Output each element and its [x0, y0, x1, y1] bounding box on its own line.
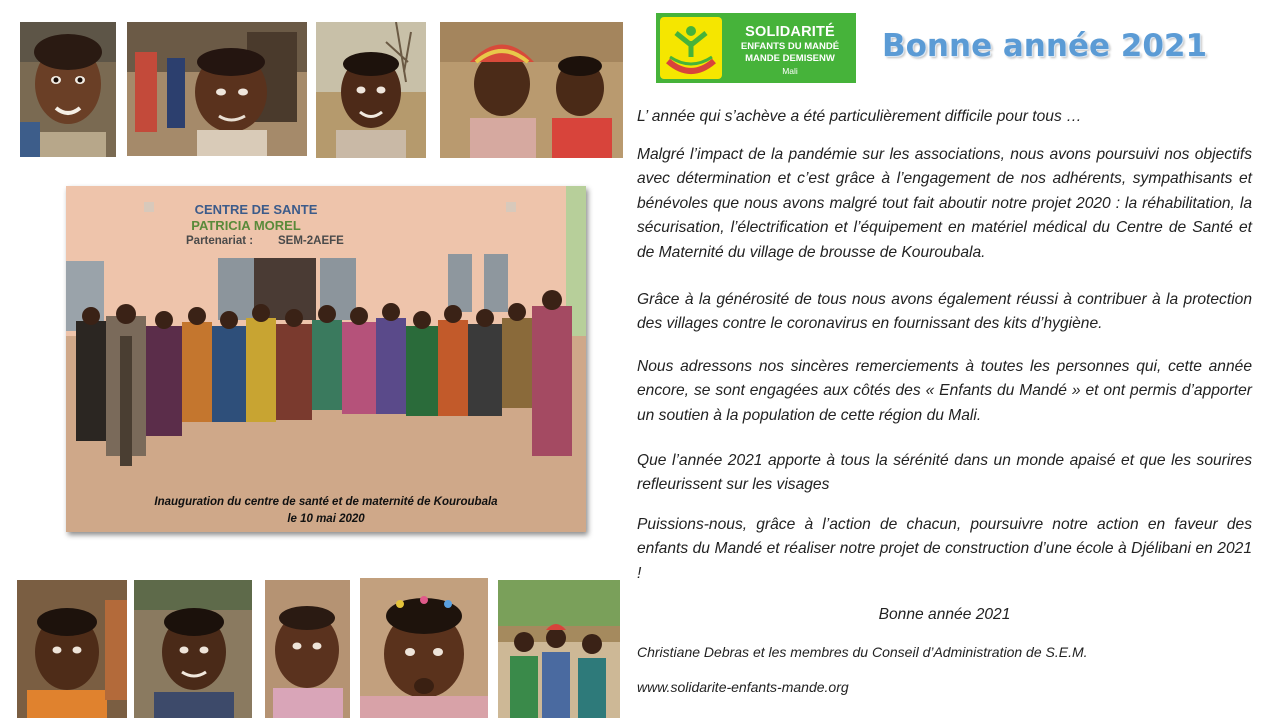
website-link[interactable]: www.solidarite-enfants-mande.org — [637, 679, 849, 695]
closing-greeting: Bonne année 2021 — [878, 606, 1011, 623]
logo-line-1: SOLIDARITÉ — [745, 24, 835, 40]
signature: Christiane Debras et les membres du Conseil d’Administration de S.E.M. — [637, 644, 1088, 660]
photo-child-4 — [17, 580, 127, 718]
page-title: Bonne année 2021 — [882, 28, 1208, 64]
photo-baby — [265, 580, 350, 718]
sign-line-3-value: SEM-2AEFE — [278, 235, 344, 247]
main-photo-caption-line-1: Inauguration du centre de santé et de maternité de Kouroubala — [154, 496, 498, 508]
photo-child-3 — [316, 22, 426, 158]
photo-child-2 — [127, 22, 307, 156]
sign-line-2: PATRICIA MOREL — [191, 218, 301, 233]
sign-line-1: CENTRE DE SANTE — [194, 202, 318, 217]
paragraph-1: L’ année qui s’achève a été particulièrement difficile pour tous … — [637, 108, 1082, 125]
paragraph-2: Malgré l’impact de la pandémie sur les associations, nous avons poursuivi nos objectifs avec détermination et c’est grâce à l’engagement de nos adhérents, sympathisants et bénévoles que nous avons malgré tout fait aboutir notre projet 2020 : la réhabilitation, la sécurisation, l’électrification et l’équipement en matériel médical du Centre de Santé et de Maternité du village de brousse de Kouroubala. — [637, 146, 1252, 261]
paragraph-3: Grâce à la générosité de tous nous avons également réussi à contribuer à la protection des villages contre le coronavirus en fournissant des kits d’hygiène. — [637, 291, 1252, 333]
main-photo — [66, 186, 586, 532]
paragraph-6: Puissions-nous, grâce à l’action de chacun, poursuivre notre action en faveur des enfants du Mandé et réaliser notre projet de construction d’une école à Djélibani en 2021 ! — [637, 516, 1252, 582]
paragraph-4: Nous adressons nos sincères remerciements à toutes les personnes qui, cette année encore, se sont engagées aux côtés des « Enfants du Mandé » et ont permis d’apporter un soutien à la population de cette région du Mali. — [637, 358, 1252, 424]
photo-child-1 — [20, 22, 116, 157]
photo-child-5 — [134, 580, 252, 718]
paragraph-5: Que l’année 2021 apporte à tous la sérénité dans un monde apaisé et que les sourires refleurissent sur les visages — [637, 452, 1252, 494]
solidarite-logo — [656, 13, 856, 83]
logo-line-2: ENFANTS DU MANDÉ — [740, 41, 840, 52]
logo-line-4: Mali — [782, 66, 798, 76]
sign-line-3-label: Partenariat : — [186, 235, 254, 247]
photo-two-girls — [440, 22, 623, 158]
photo-child-6 — [360, 578, 488, 718]
logo-line-3: MANDE DEMISENW — [745, 53, 835, 64]
main-photo-caption-line-2: le 10 mai 2020 — [287, 513, 365, 525]
logo-emblem-icon — [660, 17, 722, 79]
photo-group-children — [498, 580, 620, 718]
